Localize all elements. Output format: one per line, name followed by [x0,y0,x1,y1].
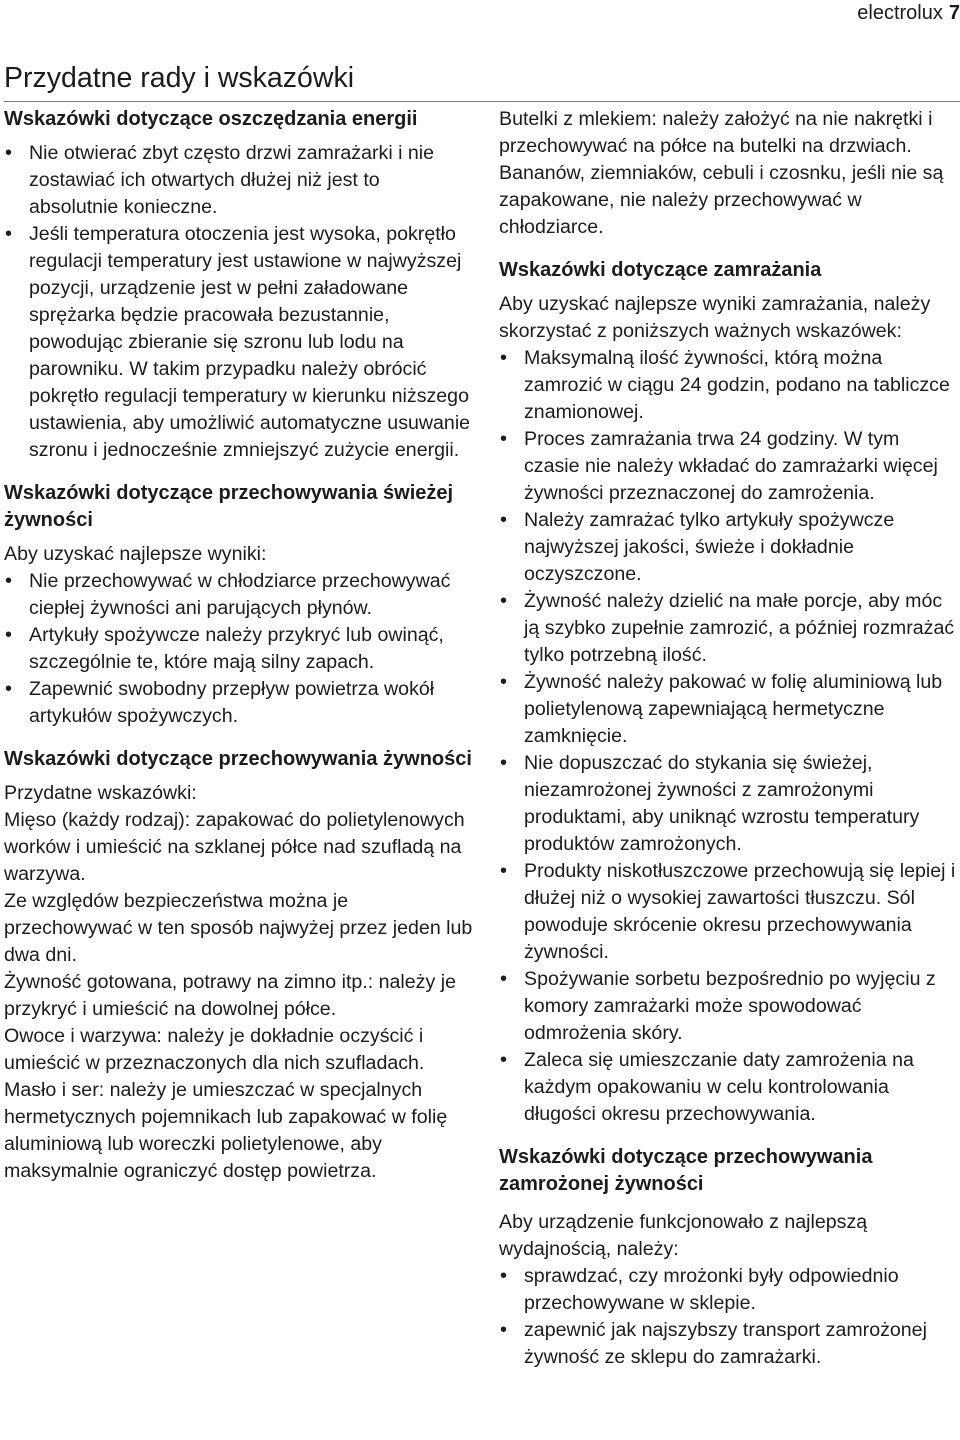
list-item: • Artykuły spożywcze należy przykryć lub owinąć, szczególnie te, które mają silny zapach. [4,622,474,676]
title-divider [4,101,960,102]
paragraph: Masło i ser: należy je umieszczać w specjalnych hermetycznych pojemnikach lub zapakować w folię aluminiową lub woreczki polietylenowe, aby maksymalnie ograniczyć dostęp powietrza. [4,1079,448,1182]
fresh-food-intro: Aby uzyskać najlepsze wyniki: [4,543,267,565]
left-column [4,106,474,1185]
frozen-food-intro: Aby urządzenie funkcjonowało z najlepszą wydajnością, należy: [499,1211,868,1260]
frozen-food-heading: Wskazówki dotyczące przechowywania zamrożonej żywności [499,1146,873,1195]
paragraph: Butelki z mlekiem: należy założyć na nie nakrętki i przechowywać na półce na butelki na drzwiach. [499,108,933,157]
list-item: • sprawdzać, czy mrożonki były odpowiednio przechowywane w sklepie. [499,1263,960,1317]
list-item: • zapewnić jak najszybszy transport zamrożonej żywność ze sklepu do zamrażarki. [499,1317,960,1371]
paragraph: Mięso (każdy rodzaj): zapakować do polietylenowych worków i umieścić na szklanej półce nad szufladą na warzywa. [4,809,465,885]
paragraph: Przydatne wskazówki: [4,782,197,804]
list-item: • Należy zamrażać tylko artykuły spożywcze najwyższej jakości, świeże i dokładnie oczyszczone. [499,507,960,588]
energy-section [4,106,474,464]
fresh-food-heading: Wskazówki dotyczące przechowywania świeżej żywności [4,482,454,531]
list-item: • Jeśli temperatura otoczenia jest wysoka, pokrętło regulacji temperatury jest ustawione w najwyższej pozycji, urządzenie jest w pełni załadowane sprężarka będzie pracowała bezustannie, powodując zbieranie się szronu lub lodu na parowniku. W takim przypadku należy obrócić pokrętło regulacji temperatury w kierunku niższego ustawienia, aby umożliwić automatyczne usuwanie szronu i jednocześnie zmniejszyć zużycie energii. [4,221,474,464]
list-item: • Produkty niskotłuszczowe przechowują się lepiej i dłużej niż o wysokiej zawartości tłuszczu. Sól powoduje skrócenie okresu przechowywania żywności. [499,858,960,966]
list-item: • Żywność należy pakować w folię aluminiową lub polietylenową zapewniającą hermetyczne zamknięcie. [499,669,960,750]
paragraph: Żywność gotowana, potrawy na zimno itp.: należy je przykryć i umieścić na dowolnej półce. [4,971,456,1020]
list-item: • Maksymalną ilość żywności, którą można zamrozić w ciągu 24 godzin, podano na tabliczce znamionowej. [499,345,960,426]
page-number: 7 [948,2,960,24]
paragraph: Ze względów bezpieczeństwa można je przechowywać w ten sposób najwyżej przez jeden lub dwa dni. [4,890,473,966]
frozen-food-list [499,1263,960,1371]
list-item: • Nie otwierać zbyt często drzwi zamrażarki i nie zostawiać ich otwartych dłużej niż jest to absolutnie konieczne. [4,140,474,221]
food-storage-heading: Wskazówki dotyczące przechowywania żywności [4,748,472,770]
page-title: Przydatne rady i wskazówki [4,62,355,94]
energy-list [4,140,474,464]
energy-heading: Wskazówki dotyczące oszczędzania energii [4,108,418,130]
list-item: • Proces zamrażania trwa 24 godziny. W tym czasie nie należy wkładać do zamrażarki więcej żywności przeznaczonej do zamrożenia. [499,426,960,507]
list-item: • Nie przechowywać w chłodziarce przechowywać ciepłej żywności ani parujących płynów. [4,568,474,622]
fresh-food-section [4,480,474,730]
page-header [857,0,960,26]
right-column [499,106,960,1371]
paragraph: Owoce i warzywa: należy je dokładnie oczyścić i umieścić w przeznaczonych dla nich szufladach. [4,1025,425,1074]
freezing-heading: Wskazówki dotyczące zamrażania [499,259,822,281]
list-item: • Zapewnić swobodny przepływ powietrza wokół artykułów spożywczych. [4,676,474,730]
list-item: • Nie dopuszczać do stykania się świeżej, niezamrożonej żywności z zamrożonymi produktami, aby uniknąć wzrostu temperatury produktów zamrożonych. [499,750,960,858]
food-storage-section [4,746,474,1185]
frozen-food-section [499,1144,960,1371]
brand-name: electrolux [857,2,943,24]
freezing-section [499,257,960,1128]
list-item: • Zaleca się umieszczanie daty zamrożenia na każdym opakowaniu w celu kontrolowania długości okresu przechowywania. [499,1047,960,1128]
freezing-intro: Aby uzyskać najlepsze wyniki zamrażania, należy skorzystać z poniższych ważnych wskazówek: [499,293,931,342]
fresh-food-list [4,568,474,730]
paragraph: Bananów, ziemniaków, cebuli i czosnku, jeśli nie są zapakowane, nie należy przechowywać w chłodziarce. [499,162,944,238]
list-item: • Żywność należy dzielić na małe porcje, aby móc ją szybko zupełnie zamrozić, a później rozmrażać tylko potrzebną ilość. [499,588,960,669]
list-item: • Spożywanie sorbetu bezpośrednio po wyjęciu z komory zamrażarki może spowodować odmrożenia skóry. [499,966,960,1047]
food-storage-continued [499,106,960,241]
freezing-list [499,345,960,1128]
